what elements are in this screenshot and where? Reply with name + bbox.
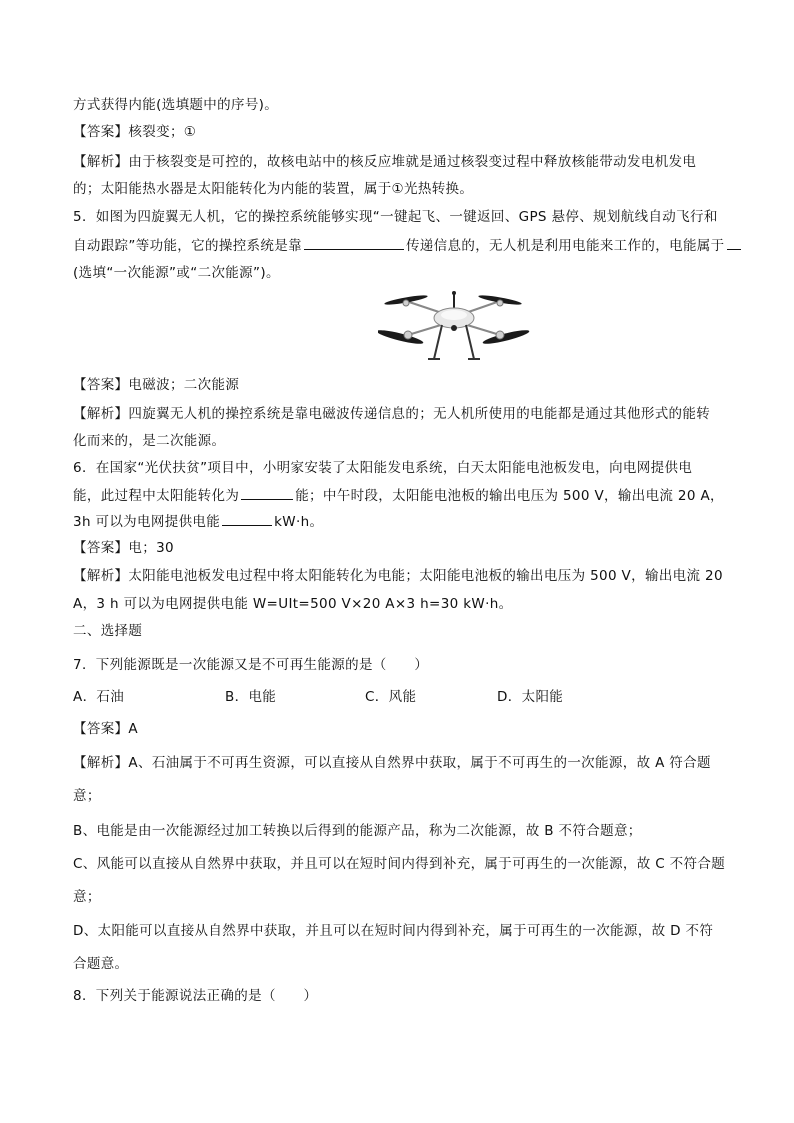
option-b: B．电能 <box>225 689 277 705</box>
question-7-line: 7．下列能源既是一次能源又是不可再生能源的是（ ） <box>73 657 429 673</box>
question-6-text: 能；中午时段，太阳能电池板的输出电压为 500 V，输出电流 20 A， <box>295 488 724 504</box>
option-a: A．石油 <box>73 689 125 705</box>
question-6-line <box>73 486 724 505</box>
text-line: 方式获得内能(选填题中的序号)。 <box>73 97 279 113</box>
options-row <box>73 688 713 706</box>
analysis-line: 合题意。 <box>73 956 129 972</box>
analysis-line: A，3 h 可以为电网提供电能 W=UIt=500 V×20 A×3 h=30 kW·h。 <box>73 596 513 612</box>
question-6-line <box>73 512 323 531</box>
answer-line: 【答案】电；30 <box>73 540 174 556</box>
answer-blank <box>222 512 272 526</box>
analysis-line: 【解析】太阳能电池板发电过程中将太阳能转化为电能；太阳能电池板的输出电压为 500 V，输出电流 20 <box>73 568 723 584</box>
analysis-line: 【解析】四旋翼无人机的操控系统是靠电磁波传递信息的；无人机所使用的电能都是通过其他形式的能转 <box>73 406 711 422</box>
analysis-line: D、太阳能可以直接从自然界中获取，并且可以在短时间内得到补充，属于可再生的一次能源，故 D 不符 <box>73 923 714 939</box>
question-5-line: (选填“一次能源”或“二次能源”)。 <box>73 265 280 281</box>
question-6-text: kW·h。 <box>274 514 324 530</box>
answer-line: 【答案】核裂变；① <box>73 124 197 140</box>
analysis-line: 意； <box>73 788 101 804</box>
analysis-line: 【解析】由于核裂变是可控的，故核电站中的核反应堆就是通过核裂变过程中释放核能带动发电机发电 <box>73 154 697 170</box>
analysis-line: C、风能可以直接从自然界中获取，并且可以在短时间内得到补充，属于可再生的一次能源，故 C 不符合题 <box>73 856 726 872</box>
answer-blank <box>241 486 293 500</box>
question-6-text: 能，此过程中太阳能转化为 <box>73 488 240 504</box>
answer-line: 【答案】A <box>73 721 138 737</box>
question-6-line: 6．在国家“光伏扶贫”项目中，小明家安装了太阳能发电系统，白天太阳能电池板发电，向电网提供电 <box>73 460 693 476</box>
analysis-line: 【解析】A、石油属于不可再生资源，可以直接从自然界中获取，属于不可再生的一次能源，故 A 符合题 <box>73 755 711 771</box>
question-5-text: 自动跟踪”等功能，它的操控系统是靠 <box>73 238 302 254</box>
option-c: C．风能 <box>365 689 417 705</box>
analysis-line: 意； <box>73 889 101 905</box>
question-5-text: 传递信息的，无人机是利用电能来工作的，电能属于 <box>405 238 725 254</box>
answer-blank <box>304 236 404 250</box>
question-5-line: 5．如图为四旋翼无人机，它的操控系统能够实现“一键起飞、一键返回、GPS 悬停、规划航线自动飞行和 <box>73 209 718 225</box>
analysis-line: 化而来的，是二次能源。 <box>73 433 226 449</box>
option-d: D．太阳能 <box>497 689 564 705</box>
section-heading: 二、选择题 <box>73 623 143 639</box>
answer-blank <box>727 236 741 250</box>
analysis-line: 的；太阳能热水器是太阳能转化为内能的装置，属于①光热转换。 <box>73 181 474 197</box>
question-6-text: 3h 可以为电网提供电能 <box>73 514 221 530</box>
answer-line: 【答案】电磁波；二次能源 <box>73 377 240 393</box>
question-5-line <box>73 236 743 255</box>
analysis-line: B、电能是由一次能源经过加工转换以后得到的能源产品，称为二次能源，故 B 不符合题意； <box>73 823 642 839</box>
drone-image <box>378 287 530 367</box>
question-8-line: 8．下列关于能源说法正确的是（ ） <box>73 988 318 1004</box>
